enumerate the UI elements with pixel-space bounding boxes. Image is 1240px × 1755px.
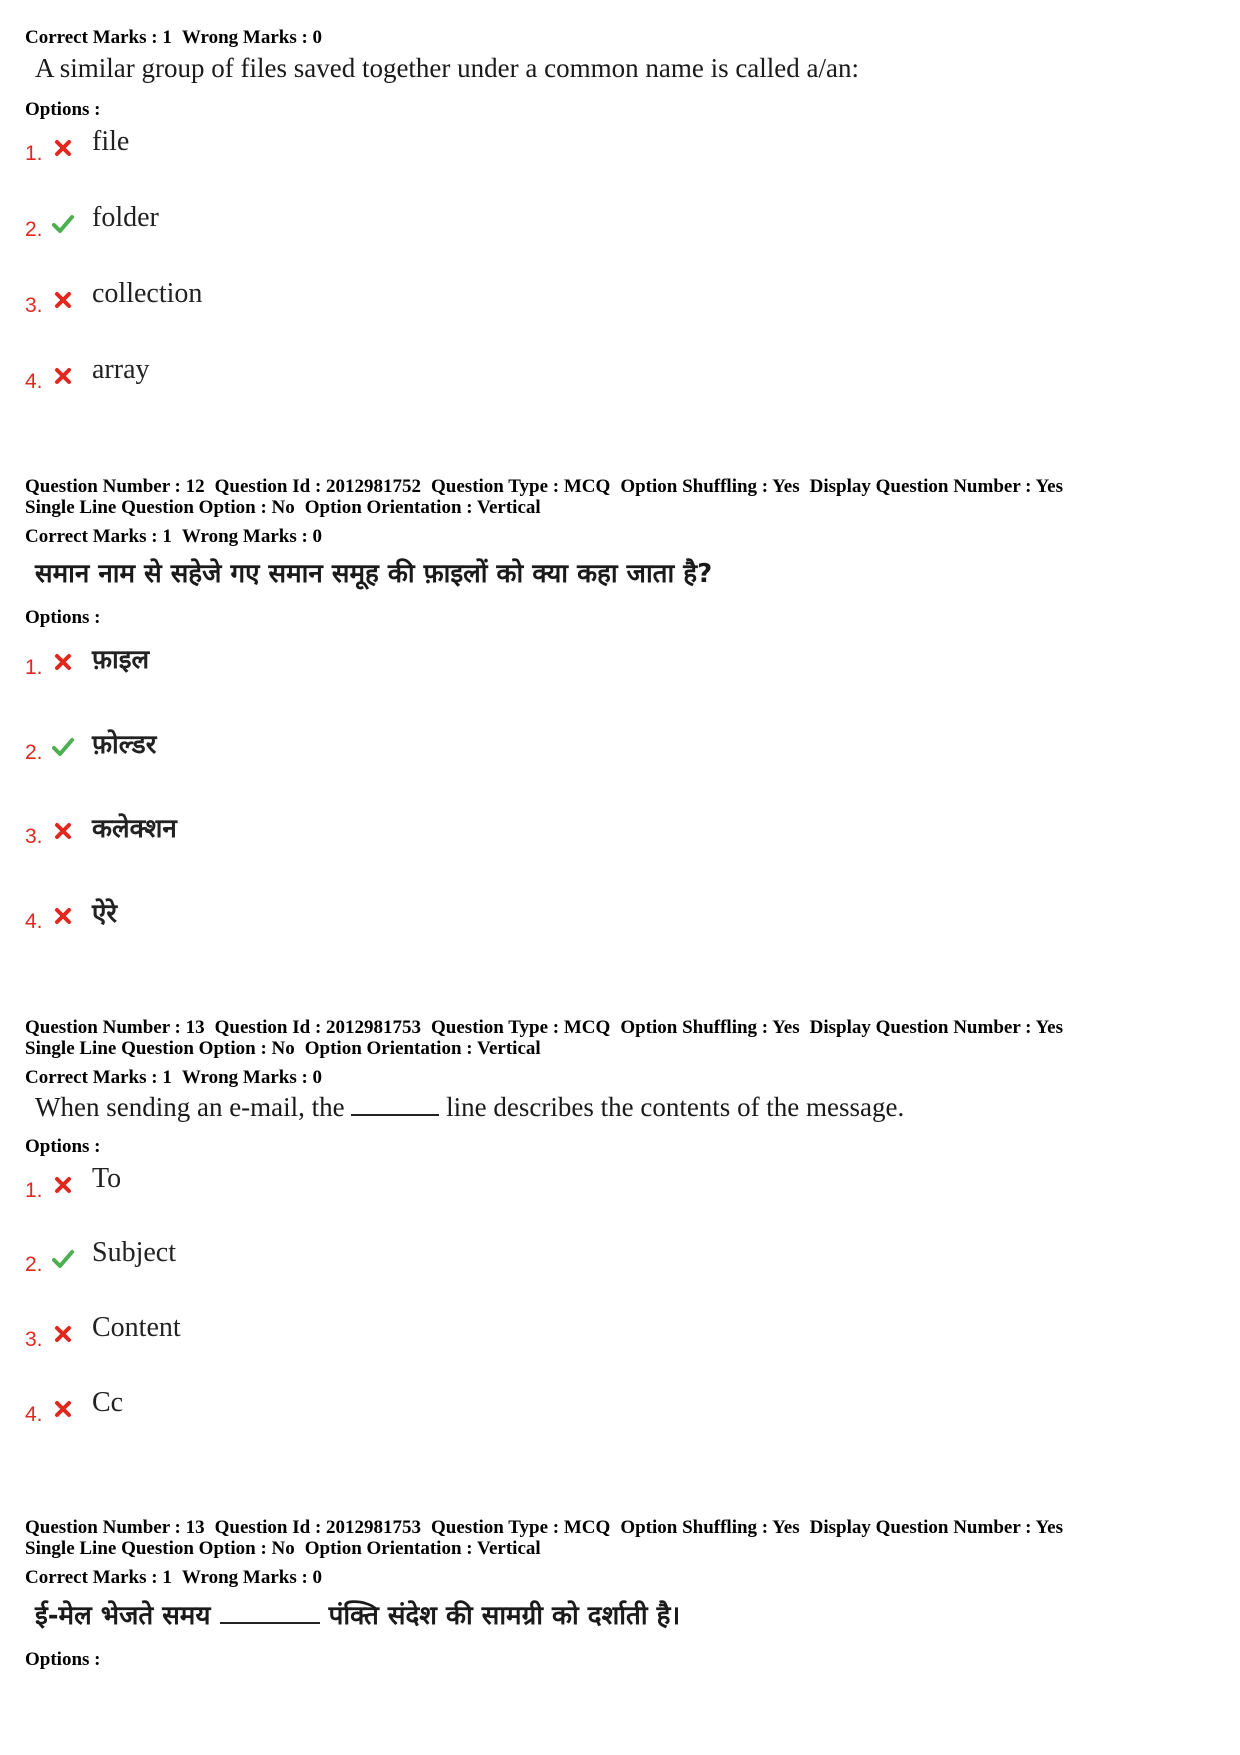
option-number: 1. xyxy=(25,656,43,679)
question-block-13-english xyxy=(25,1017,1215,1426)
display-question-number: Display Question Number : Yes xyxy=(809,1517,1063,1538)
wrong-cross-icon xyxy=(51,288,75,312)
option-4 xyxy=(25,1387,725,1433)
question-text-part1: ई-मेल भेजते समय xyxy=(35,1601,211,1631)
option-number: 2. xyxy=(25,1253,43,1276)
display-question-number: Display Question Number : Yes xyxy=(809,476,1063,497)
marks-line xyxy=(25,27,1215,48)
option-shuffling: Option Shuffling : Yes xyxy=(620,1017,800,1038)
question-text: समान नाम से सहेजे गए समान समूह की फ़ाइलों को क्या कहा जाता है? xyxy=(35,559,713,589)
option-4 xyxy=(25,354,725,400)
correct-marks: Correct Marks : 1 xyxy=(25,1067,172,1088)
correct-check-icon xyxy=(51,1247,75,1271)
option-text: ऐरे xyxy=(92,899,118,929)
question-header-line2 xyxy=(25,497,1215,518)
option-number: 1. xyxy=(25,142,43,165)
question-number: Question Number : 13 xyxy=(25,1017,205,1038)
wrong-cross-icon xyxy=(51,364,75,388)
option-orientation: Option Orientation : Vertical xyxy=(304,1538,541,1559)
wrong-cross-icon xyxy=(51,650,75,674)
wrong-cross-icon xyxy=(51,1173,75,1197)
options-label: Options : xyxy=(25,99,101,120)
option-2 xyxy=(25,731,725,771)
options-label: Options : xyxy=(25,1649,101,1670)
wrong-cross-icon xyxy=(51,904,75,928)
correct-marks: Correct Marks : 1 xyxy=(25,1567,172,1588)
option-text: Cc xyxy=(92,1387,124,1418)
option-2 xyxy=(25,202,725,248)
option-2 xyxy=(25,1237,725,1283)
marks-line xyxy=(25,1567,1215,1588)
question-block-13-hindi xyxy=(25,1517,1215,1671)
option-number: 2. xyxy=(25,218,43,241)
option-text: folder xyxy=(92,202,159,233)
question-header-line2 xyxy=(25,1538,1215,1559)
question-id: Question Id : 2012981753 xyxy=(214,1517,422,1538)
option-shuffling: Option Shuffling : Yes xyxy=(620,1517,800,1538)
option-text: Subject xyxy=(92,1237,176,1268)
option-text: कलेक्शन xyxy=(92,814,177,844)
question-text-part2: line describes the contents of the message. xyxy=(446,1092,905,1122)
fill-in-blank xyxy=(351,1090,439,1116)
correct-marks: Correct Marks : 1 xyxy=(25,27,172,48)
option-text: array xyxy=(92,354,150,385)
option-shuffling: Option Shuffling : Yes xyxy=(620,476,800,497)
wrong-marks: Wrong Marks : 0 xyxy=(181,526,323,547)
wrong-cross-icon xyxy=(51,1322,75,1346)
question-header xyxy=(25,1017,1215,1038)
options-label: Options : xyxy=(25,1136,101,1157)
question-block-12 xyxy=(25,476,1215,933)
option-text: file xyxy=(92,126,130,157)
wrong-marks: Wrong Marks : 0 xyxy=(181,1067,323,1088)
option-1 xyxy=(25,1163,725,1209)
option-text: Content xyxy=(92,1312,181,1343)
marks-line xyxy=(25,526,1215,547)
option-orientation: Option Orientation : Vertical xyxy=(304,497,541,518)
question-text-part1: When sending an e-mail, the xyxy=(35,1092,345,1122)
correct-check-icon xyxy=(51,212,75,236)
option-text: To xyxy=(92,1163,122,1194)
fill-in-blank xyxy=(220,1598,320,1624)
wrong-cross-icon xyxy=(51,136,75,160)
single-line-option: Single Line Question Option : No xyxy=(25,1038,295,1059)
option-number: 1. xyxy=(25,1179,43,1202)
option-number: 3. xyxy=(25,294,43,317)
question-text-part2: पंक्ति संदेश की सामग्री को दर्शाती है। xyxy=(328,1601,681,1631)
option-3 xyxy=(25,1312,725,1358)
correct-check-icon xyxy=(51,735,75,759)
question-type: Question Type : MCQ xyxy=(431,1517,611,1538)
options-label: Options : xyxy=(25,607,101,628)
option-number: 3. xyxy=(25,1328,43,1351)
option-orientation: Option Orientation : Vertical xyxy=(304,1038,541,1059)
wrong-cross-icon xyxy=(51,1397,75,1421)
question-header xyxy=(25,1517,1215,1538)
question-number: Question Number : 13 xyxy=(25,1517,205,1538)
option-4 xyxy=(25,900,725,940)
question-id: Question Id : 2012981752 xyxy=(214,476,422,497)
wrong-marks: Wrong Marks : 0 xyxy=(181,1567,323,1588)
option-number: 3. xyxy=(25,825,43,848)
question-header-line2 xyxy=(25,1038,1215,1059)
option-3 xyxy=(25,278,725,324)
marks-line xyxy=(25,1067,1215,1088)
option-text: collection xyxy=(92,278,203,309)
question-text xyxy=(35,1090,1215,1124)
wrong-cross-icon xyxy=(51,819,75,843)
option-1 xyxy=(25,126,725,172)
question-number: Question Number : 12 xyxy=(25,476,205,497)
question-block-11 xyxy=(25,27,1215,393)
option-1 xyxy=(25,646,725,686)
question-text: A similar group of files saved together under a common name is called a/an: xyxy=(35,53,860,83)
question-header xyxy=(25,476,1215,497)
question-type: Question Type : MCQ xyxy=(431,476,611,497)
option-number: 4. xyxy=(25,1403,43,1426)
question-text xyxy=(35,1598,1215,1633)
option-number: 4. xyxy=(25,370,43,393)
option-number: 2. xyxy=(25,741,43,764)
single-line-option: Single Line Question Option : No xyxy=(25,1538,295,1559)
single-line-option: Single Line Question Option : No xyxy=(25,497,295,518)
option-number: 4. xyxy=(25,910,43,933)
wrong-marks: Wrong Marks : 0 xyxy=(181,27,323,48)
display-question-number: Display Question Number : Yes xyxy=(809,1017,1063,1038)
option-3 xyxy=(25,815,725,855)
question-id: Question Id : 2012981753 xyxy=(214,1017,422,1038)
option-text: फ़ाइल xyxy=(92,645,150,675)
correct-marks: Correct Marks : 1 xyxy=(25,526,172,547)
option-text: फ़ोल्डर xyxy=(92,730,157,760)
question-type: Question Type : MCQ xyxy=(431,1017,611,1038)
